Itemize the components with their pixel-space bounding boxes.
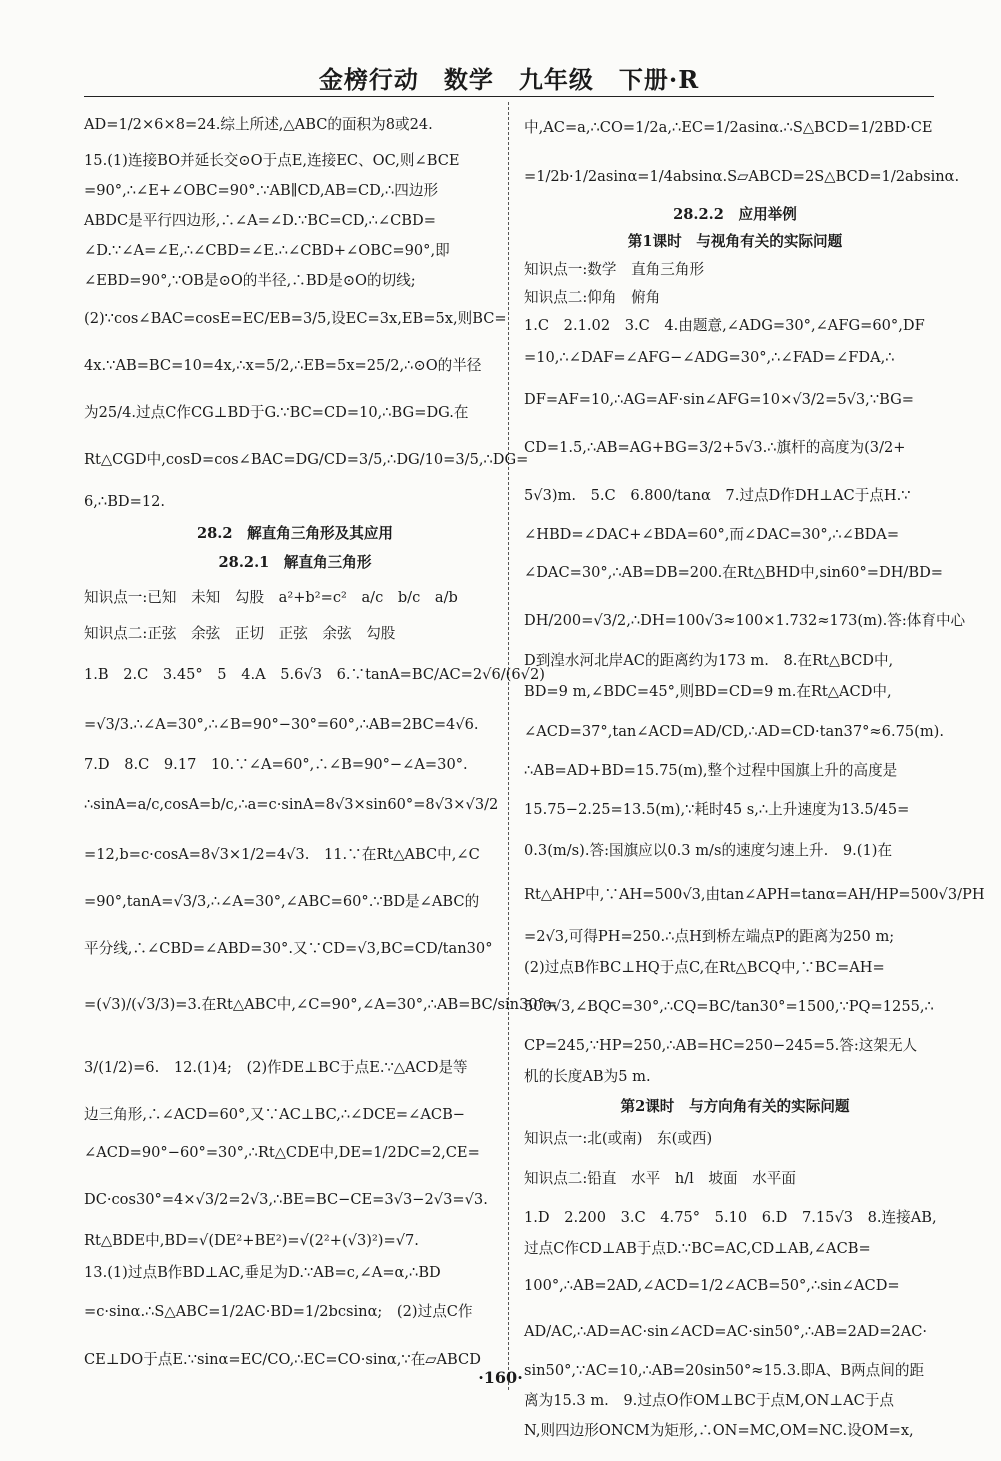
text-line: AD=1/2×6×8=24.综上所述,△ABC的面积为8或24. <box>84 115 433 133</box>
text-line: 28.2.1 解直角三角形 <box>218 553 372 571</box>
text-line: 1.B 2.C 3.45° 5 4.A 5.6√3 6.∵tanA=BC/AC=2√6/(6√2) <box>84 665 545 683</box>
text-line: 28.2 解直角三角形及其应用 <box>196 524 394 542</box>
text-line: 知识点二:正弦 余弦 正切 正弦 余弦 勾股 <box>84 624 396 642</box>
text-line: =2√3,可得PH=250.∴点H到桥左端点P的距离为250 m; <box>524 927 895 945</box>
text-line: ABDC是平行四边形,∴∠A=∠D.∵BC=CD,∴∠CBD= <box>84 211 436 229</box>
text-line: 7.D 8.C 9.17 10.∵∠A=60°,∴∠B=90°−∠A=30°. <box>84 755 468 773</box>
column-divider <box>508 102 509 1390</box>
text-line: =10,∴∠DAF=∠AFG−∠ADG=30°,∴∠FAD=∠FDA,∴ <box>524 348 895 366</box>
text-line: 3/(1/2)=6. 12.(1)4; (2)作DE⊥BC于点E.∵△ACD是等 <box>84 1058 468 1076</box>
text-line: sin50°,∵AC=10,∴AB=20sin50°≈15.3.即A、B两点间的距 <box>524 1361 925 1379</box>
text-line: 机的长度AB为5 m. <box>524 1067 651 1085</box>
text-line: =12,b=c·cosA=8√3×1/2=4√3. 11.∵在Rt△ABC中,∠C <box>84 845 480 863</box>
text-line: 知识点二:仰角 俯角 <box>524 288 661 306</box>
text-line: =90°,tanA=√3/3,∴∠A=30°,∠ABC=60°.∵BD是∠ABC的 <box>84 892 480 910</box>
text-line: 28.2.2 应用举例 <box>673 205 797 223</box>
text-line: 离为15.3 m. 9.过点O作OM⊥BC于点M,ON⊥AC于点 <box>524 1391 894 1409</box>
text-line: =(√3)/(√3/3)=3.在Rt△ABC中,∠C=90°,∠A=30°,∴AB=BC/sin30°= <box>84 995 558 1013</box>
text-line: 500√3,∠BQC=30°,∴CQ=BC/tan30°=1500,∵PQ=1255,∴ <box>524 997 934 1015</box>
right-column <box>524 104 985 1446</box>
text-line: N,则四边形ONCM为矩形,∴ON=MC,OM=NC.设OM=x, <box>524 1421 914 1439</box>
text-line: 第2课时 与方向角有关的实际问题 <box>620 1097 850 1115</box>
text-line: 为25/4.过点C作CG⊥BD于G.∵BC=CD=10,∴BG=DG.在 <box>84 403 469 421</box>
text-line: 知识点二:铅直 水平 h/l 坡面 水平面 <box>524 1169 796 1187</box>
text-line: 知识点一:已知 未知 勾股 a²+b²=c² a/c b/c a/b <box>84 588 458 606</box>
text-line: Rt△CGD中,cosD=cos∠BAC=DG/CD=3/5,∴DG/10=3/5,∴DG= <box>84 450 529 468</box>
text-line: 15.(1)连接BO并延长交⊙O于点E,连接EC、OC,则∠BCE <box>84 151 460 169</box>
text-line: DC·cos30°=4×√3/2=2√3,∴BE=BC−CE=3√3−2√3=√3. <box>84 1190 488 1208</box>
text-line: (2)∵cos∠BAC=cosE=EC/EB=3/5,设EC=3x,EB=5x,则BC= <box>84 309 507 327</box>
text-line: ∴AB=AD+BD=15.75(m),整个过程中国旗上升的高度是 <box>524 761 898 779</box>
text-line: Rt△AHP中,∵AH=500√3,由tan∠APH=tanα=AH/HP=500√3/PH <box>524 885 985 903</box>
text-line: DH/200=√3/2,∴DH=100√3≈100×1.732≈173(m).答:体育中心 <box>524 611 966 629</box>
text-line: Rt△BDE中,BD=√(DE²+BE²)=√(2²+(√3)²)=√7. <box>84 1231 419 1249</box>
text-line: 平分线,∴∠CBD=∠ABD=30°.又∵CD=√3,BC=CD/tan30° <box>84 939 493 957</box>
left-column <box>84 104 558 1384</box>
text-line: 边三角形,∴∠ACD=60°,又∵AC⊥BC,∴∠DCE=∠ACB− <box>84 1105 466 1123</box>
text-line: D到湟水河北岸AC的距离约为173 m. 8.在Rt△BCD中, <box>524 651 894 669</box>
text-line: ∠EBD=90°,∵OB是⊙O的半径,∴BD是⊙O的切线; <box>84 271 416 289</box>
text-line: =√3/3.∴∠A=30°,∴∠B=90°−30°=60°,∴AB=2BC=4√6. <box>84 715 479 733</box>
text-line: 100°,∴AB=2AD,∠ACD=1/2∠ACB=50°,∴sin∠ACD= <box>524 1276 900 1294</box>
text-line: BD=9 m,∠BDC=45°,则BD=CD=9 m.在Rt△ACD中, <box>524 682 892 700</box>
text-line: ∠ACD=90°−60°=30°,∴Rt△CDE中,DE=1/2DC=2,CE= <box>84 1143 480 1161</box>
text-line: CP=245,∵HP=250,∴AB=HC=250−245=5.答:这架无人 <box>524 1036 918 1054</box>
text-line: 13.(1)过点B作BD⊥AC,垂足为D.∵AB=c,∠A=α,∴BD <box>84 1263 441 1281</box>
page-number: ·160· <box>478 1368 523 1387</box>
text-line: 1.C 2.1.02 3.C 4.由题意,∠ADG=30°,∠AFG=60°,DF <box>524 316 925 334</box>
text-line: 中,AC=a,∴CO=1/2a,∴EC=1/2asinα.∴S△BCD=1/2BD·CE <box>524 118 933 136</box>
text-line: =1/2b·1/2asinα=1/4absinα.S▱ABCD=2S△BCD=1/2absinα. <box>524 167 960 185</box>
text-line: AD/AC,∴AD=AC·sin∠ACD=AC·sin50°,∴AB=2AD=2AC· <box>524 1322 928 1340</box>
text-line: (2)过点B作BC⊥HQ于点C,在Rt△BCQ中,∵BC=AH= <box>524 958 885 976</box>
page-header <box>84 60 934 97</box>
text-line: DF=AF=10,∴AG=AF·sin∠AFG=10×√3/2=5√3,∵BG= <box>524 390 914 408</box>
text-line: CE⊥DO于点E.∵sinα=EC/CO,∴EC=CO·sinα,∵在▱ABCD <box>84 1350 481 1368</box>
text-line: CD=1.5,∴AB=AG+BG=3/2+5√3.∴旗杆的高度为(3/2+ <box>524 438 906 456</box>
text-line: 15.75−2.25=13.5(m),∵耗时45 s,∴上升速度为13.5/45= <box>524 800 910 818</box>
text-line: ∴sinA=a/c,cosA=b/c,∴a=c·sinA=8√3×sin60°=8√3×√3/2 <box>84 795 499 813</box>
text-line: =c·sinα.∴S△ABC=1/2AC·BD=1/2bcsinα; (2)过点C作 <box>84 1302 473 1320</box>
text-line: ∠D.∵∠A=∠E,∴∠CBD=∠E.∴∠CBD+∠OBC=90°,即 <box>84 241 450 259</box>
text-line: ∠HBD=∠DAC+∠BDA=60°,而∠DAC=30°,∴∠BDA= <box>524 525 900 543</box>
text-line: =90°,∴∠E+∠OBC=90°.∵AB∥CD,AB=CD,∴四边形 <box>84 181 439 199</box>
text-line: ∠ACD=37°,tan∠ACD=AD/CD,∴AD=CD·tan37°≈6.75(m). <box>524 722 945 740</box>
header-title: 金榜行动 数学 九年级 下册·R <box>318 65 700 94</box>
text-line: ∠DAC=30°,∴AB=DB=200.在Rt△BHD中,sin60°=DH/BD= <box>524 563 943 581</box>
text-line: 5√3)m. 5.C 6.800/tanα 7.过点D作DH⊥AC于点H.∵ <box>524 486 911 504</box>
text-line: 过点C作CD⊥AB于点D.∵BC=AC,CD⊥AB,∠ACB= <box>524 1239 871 1257</box>
text-line: 4x.∵AB=BC=10=4x,∴x=5/2,∴EB=5x=25/2,∴⊙O的半径 <box>84 356 482 374</box>
text-line: 1.D 2.200 3.C 4.75° 5.10 6.D 7.15√3 8.连接AB, <box>524 1208 937 1226</box>
text-line: 0.3(m/s).答:国旗应以0.3 m/s的速度匀速上升. 9.(1)在 <box>524 841 893 859</box>
text-line: 知识点一:北(或南) 东(或西) <box>524 1129 713 1147</box>
text-line: 6,∴BD=12. <box>84 492 166 510</box>
text-line: 第1课时 与视角有关的实际问题 <box>627 232 843 250</box>
text-line: 知识点一:数学 直角三角形 <box>524 260 705 278</box>
